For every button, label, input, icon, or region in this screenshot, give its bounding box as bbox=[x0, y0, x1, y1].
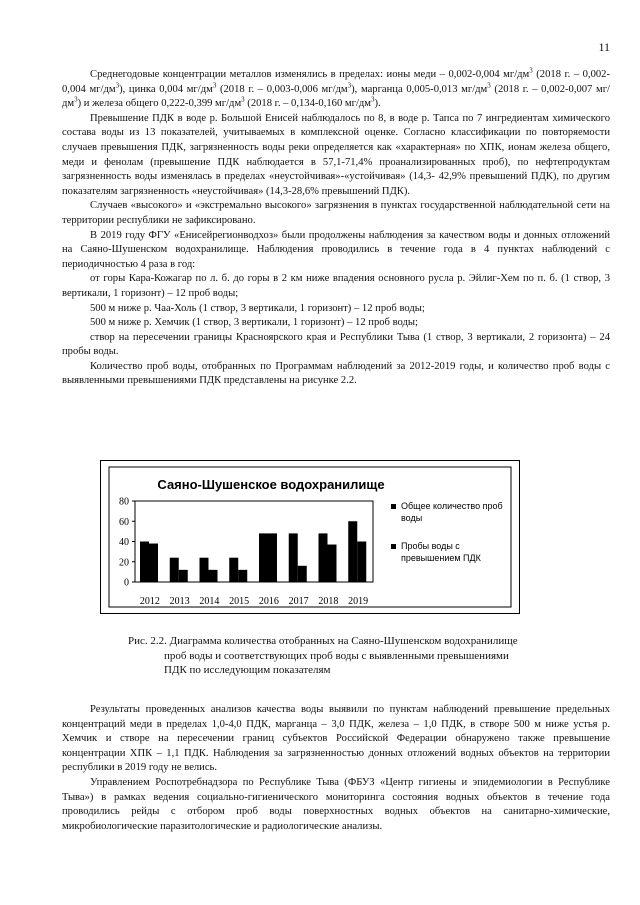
paragraph: Управлением Роспотребнадзора по Республике Тыва (ФБУЗ «Центр гигиены и эпидемиологии в Республике Тыва») в рамках ведения социально-гигиенического мониторинга состояния водных объектов в течение года проводились рейды с отбором проб воды поверхностных водных объектов на санитарно-химические, микробиологические паразитологические и радиологические анализы. bbox=[62, 776, 610, 832]
superscript: 3 bbox=[487, 81, 491, 90]
bar-total bbox=[259, 533, 268, 582]
bar-total bbox=[200, 558, 209, 582]
bar-exceed bbox=[238, 570, 247, 582]
x-tick-label: 2018 bbox=[318, 596, 339, 607]
x-tick-label: 2013 bbox=[169, 596, 190, 607]
y-tick-label: 0 bbox=[124, 577, 129, 589]
y-tick-label: 40 bbox=[119, 537, 129, 548]
legend-label: Пробы воды с bbox=[401, 541, 460, 551]
paragraph: Количество проб воды, отобранных по Программам наблюдений за 2012-2019 годы, и количество проб воды с выявленными превышениями ПДК представлены на рисунке 2.2. bbox=[62, 360, 610, 387]
paragraph: 500 м ниже р. Хемчик (1 створ, 3 вертикали, 1 горизонт) – 12 проб воды; bbox=[90, 317, 418, 329]
caption-line-2: проб воды и соответствующих проб воды с выявленными превышениями bbox=[164, 649, 509, 662]
x-tick-label: 2014 bbox=[199, 596, 220, 607]
superscript: 3 bbox=[241, 95, 245, 104]
caption-line-1: Рис. 2.2. Диаграмма количества отобранных на Саяно-Шушенском водохранилище bbox=[128, 635, 518, 647]
superscript: 3 bbox=[371, 95, 375, 104]
bar-exceed bbox=[209, 570, 218, 582]
bar-total bbox=[348, 521, 357, 582]
text-block-top bbox=[62, 68, 610, 389]
superscript: 3 bbox=[74, 95, 78, 104]
y-tick-label: 60 bbox=[119, 516, 129, 528]
x-tick-label: 2016 bbox=[258, 596, 279, 607]
paragraph: створ на пересечении границы Красноярского края и Республики Тыва (1 створ, 3 вертикали, 2 горизонта) – 24 пробы воды. bbox=[62, 331, 610, 358]
text-block-bottom bbox=[62, 703, 610, 834]
legend-label: Общее количество проб bbox=[401, 501, 503, 511]
bar-total bbox=[229, 558, 238, 582]
legend-label: воды bbox=[401, 513, 423, 523]
superscript: 3 bbox=[347, 81, 352, 90]
caption-line-3: ПДК по исследующим показателям bbox=[164, 664, 331, 676]
bar-chart bbox=[101, 461, 519, 613]
superscript: 3 bbox=[115, 81, 120, 90]
paragraph: от горы Кара-Кожагар по л. б. до горы в 2 км ниже впадения основного русла р. Эйлиг-Хем по п. б. (1 створ, 3 вертикали, 1 горизонт) – 12 проб воды; bbox=[62, 273, 610, 299]
chart-frame bbox=[100, 460, 520, 614]
y-tick-label: 80 bbox=[119, 496, 129, 508]
paragraph: Среднегодовые концентрации металлов изменялись в пределах: ионы меди – 0,002-0,004 $мг/дм^3$ (2018 г. – 0,002-0,004 $мг/дм^3$), цинка 0,004 $мг/дм^3$ (2018 г. – 0,003-0,006 $мг/дм^3$), марганца 0,005-0,013 $мг/дм^3$ (2018 г. – 0,002-0,007 $мг/дм^3$) и железа общего 0,222-0,399 $мг/дм^3$ (2018 г. – 0,134-0,160 $мг/дм^3$). bbox=[62, 66, 610, 110]
bar-total bbox=[289, 533, 298, 582]
bar-exceed bbox=[357, 542, 366, 583]
y-tick-label: 20 bbox=[119, 557, 129, 569]
superscript: 3 bbox=[212, 81, 217, 90]
bar-total bbox=[170, 558, 179, 582]
bar-exceed bbox=[298, 566, 307, 582]
bar-exceed bbox=[149, 544, 158, 582]
page-number: 11 bbox=[598, 40, 610, 54]
bar-total bbox=[140, 542, 149, 583]
paragraph: Превышение ПДК в воде р. Большой Енисей наблюдалось по 8, в воде р. Тапса по 7 ингредиентам химического состава воды из 13 показателей, учитываемых в комплексной оценке. Согласно классификации по повторяемости случаев превышения ПДК, загрязненность воды реки определяется как «характерная» по ХПК, ионам железа общего, меди и фенолам (превышение ПДК наблюдается в 57,1-71,4% проанализированных проб), по нефтепродуктам загрязненность воды изменялась в пределах «неустойчивая»-«устойчивая» (14,3- 42,9% превышений ПДК), по другим показателям загрязненность «неустойчивая» (14,3-28,6% превышений ПДК). bbox=[62, 112, 610, 197]
x-tick-label: 2015 bbox=[229, 596, 250, 607]
bar-exceed bbox=[268, 533, 277, 582]
figure-caption bbox=[128, 634, 588, 678]
legend-swatch bbox=[391, 504, 396, 509]
superscript: 3 bbox=[529, 66, 533, 75]
paragraph: В 2019 году ФГУ «Енисейрегионводхоз» были продолжены наблюдения за качеством воды и донных отложений на Саяно-Шушенском водохранилище. Наблюдения проводились в течение года в 4 пунктах наблюдений с периодичностью 4 раза в год: bbox=[62, 229, 610, 270]
x-tick-label: 2017 bbox=[288, 596, 309, 607]
chart-title: Саяно-Шушенское водохранилище bbox=[157, 477, 385, 492]
legend-label: превышением ПДК bbox=[401, 553, 481, 563]
x-tick-label: 2012 bbox=[139, 596, 160, 607]
legend-swatch bbox=[391, 544, 396, 549]
bar-total bbox=[319, 533, 328, 582]
bar-exceed bbox=[328, 545, 337, 582]
paragraph: Результаты проведенных анализов качества воды выявили по пунктам наблюдений превышение предельных концентраций меди в пределах 1,0-4,0 ПДК, марганца – 3,0 ПДК, железа – 1,0 ПДК, в створе 500 м ниже устья р. Хемчик и створе на пересечении границ субъектов Российской Федерации обнаружено также превышение концентрации ХПК – 1,1 ПДК. Наблюдения за загрязненностью донных отложений водных объектов на территории республики в 2019 году не велись. bbox=[62, 704, 610, 774]
paragraph: 500 м ниже р. Чаа-Холь (1 створ, 3 вертикали, 1 горизонт) – 12 проб воды; bbox=[90, 302, 425, 314]
bar-exceed bbox=[179, 570, 188, 582]
paragraph: Случаев «высокого» и «экстремально высокого» загрязнения в пунктах государственной наблюдательной сети на территории республики не зафиксировано. bbox=[62, 200, 610, 226]
x-tick-label: 2019 bbox=[348, 596, 369, 607]
